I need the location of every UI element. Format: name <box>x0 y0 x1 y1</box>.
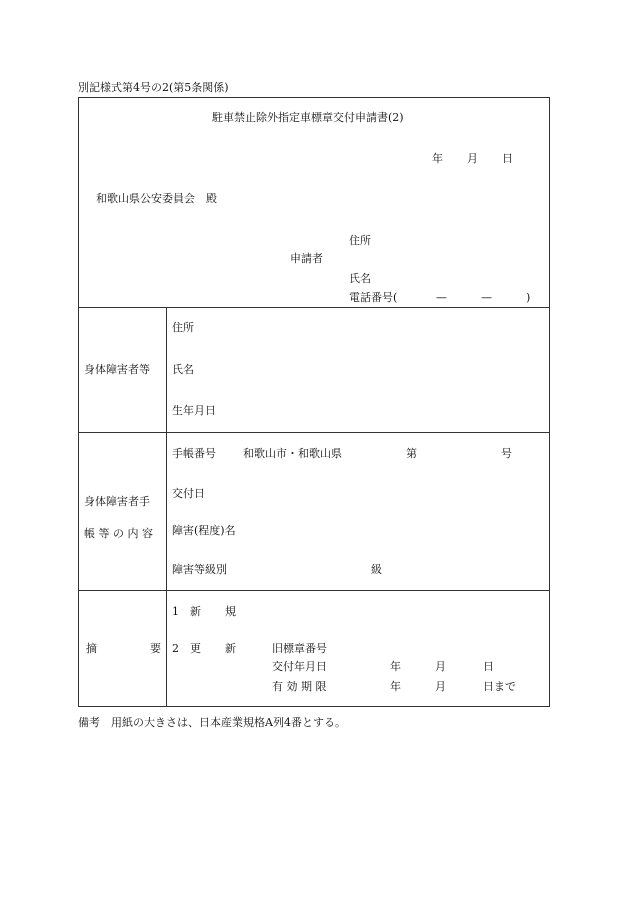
handbook-header-line1: 身体障害者手 <box>84 495 150 508</box>
applicant-name-label: 氏名 <box>349 272 371 285</box>
handbook-number-label: 手帳番号 <box>172 447 216 460</box>
paper-size-note: 備考 用紙の大きさは、日本産業規格A列4番とする。 <box>78 716 346 729</box>
row-divider <box>78 432 550 433</box>
date-year-label: 年 <box>432 152 443 165</box>
date-month-label: 月 <box>467 152 478 165</box>
option-1-number: 1 <box>172 605 179 618</box>
expiry-year-label: 年 <box>390 680 401 693</box>
handbook-issuer: 和歌山市・和歌山県 <box>243 447 342 460</box>
form-id: 別記様式第4号の2(第5条関係) <box>78 81 229 94</box>
option-2-char: 更 <box>190 642 201 655</box>
addressee: 和歌山県公安委員会 殿 <box>96 192 217 205</box>
handbook-go: 号 <box>501 447 512 460</box>
issue-year-label: 年 <box>390 660 401 673</box>
expiry-month-label: 月 <box>435 680 446 693</box>
phone-dash: — <box>481 291 492 304</box>
applicant-phone-label: 電話番号( <box>349 291 398 304</box>
applicant-label: 申請者 <box>290 252 323 265</box>
application-form <box>78 97 550 707</box>
disability-name-label: 障害(程度)名 <box>172 524 236 537</box>
phone-close-paren: ) <box>526 291 531 304</box>
handbook-header-line2: 帳 等 の 内 容 <box>84 527 153 540</box>
issue-month-label: 月 <box>435 660 446 673</box>
applicant-address-label: 住所 <box>349 234 371 247</box>
option-2-char: 新 <box>225 642 236 655</box>
expiry-until-label: 日まで <box>483 680 516 693</box>
grade-kyu: 級 <box>371 563 382 576</box>
row-divider <box>78 307 550 308</box>
expiry-label: 有 効 期 限 <box>272 680 327 693</box>
row-divider <box>78 590 550 591</box>
summary-header-left: 摘 <box>86 642 97 655</box>
handbook-issue-date-label: 交付日 <box>172 487 205 500</box>
option-2-number: 2 <box>172 642 179 655</box>
disability-grade-label: 障害等級別 <box>172 563 227 576</box>
option-1-char: 新 <box>190 605 201 618</box>
disabled-person-address-label: 住所 <box>172 321 194 334</box>
option-1-char: 規 <box>225 605 236 618</box>
phone-dash: — <box>436 291 447 304</box>
disabled-person-header: 身体障害者等 <box>84 363 150 376</box>
form-title: 駐車禁止除外指定車標章交付申請書(2) <box>212 111 404 124</box>
summary-header-right: 要 <box>150 642 161 655</box>
date-day-label: 日 <box>502 152 513 165</box>
issue-day-label: 日 <box>483 660 494 673</box>
column-divider <box>166 307 167 707</box>
disabled-person-name-label: 氏名 <box>172 363 194 376</box>
handbook-dai: 第 <box>406 447 417 460</box>
renewal-issue-date-label: 交付年月日 <box>272 660 327 673</box>
old-badge-number-label: 旧標章番号 <box>272 642 327 655</box>
disabled-person-birthdate-label: 生年月日 <box>172 404 216 417</box>
